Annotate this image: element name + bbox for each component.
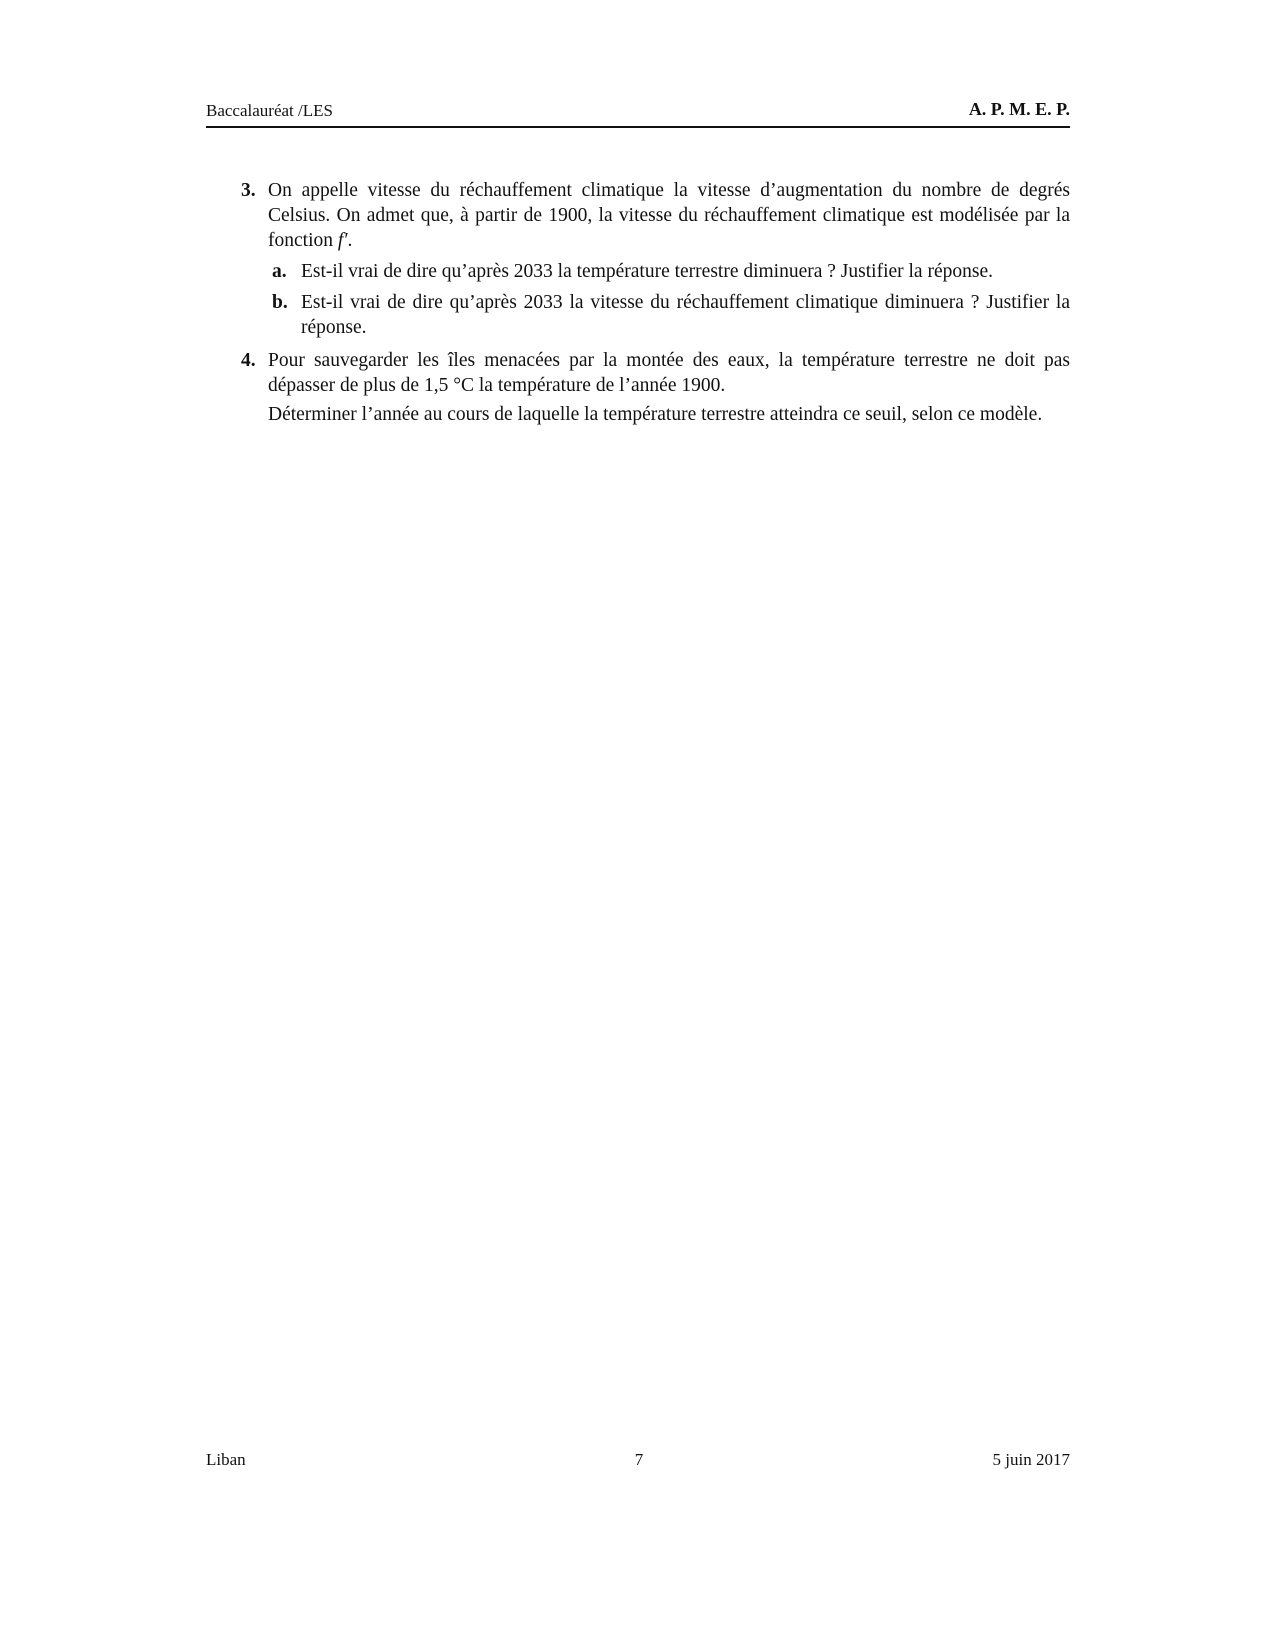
question-number: 4. <box>241 350 256 371</box>
question-instruction: Déterminer l’année au cours de laquelle la température terrestre atteindra ce seuil, selon ce modèle. <box>268 404 1043 425</box>
question-4 <box>232 348 1070 427</box>
header-organization: A. P. M. E. P. <box>968 99 1070 119</box>
question-3 <box>232 178 1070 340</box>
footer-date: 5 juin 2017 <box>992 1450 1070 1469</box>
footer-location: Liban <box>206 1450 246 1469</box>
math-expression: f′ <box>337 230 348 251</box>
sub-question-label: b. <box>272 292 288 313</box>
sub-question-text: Est-il vrai de dire qu’après 2033 la température terrestre diminuera ? Justifier la réponse. <box>301 261 993 282</box>
question-number: 3. <box>241 180 256 201</box>
sub-question-b <box>268 290 1070 340</box>
sub-question-label: a. <box>272 261 287 282</box>
sub-question-text: Est-il vrai de dire qu’après 2033 la vitesse du réchauffement climatique diminuera ? Justifier la réponse. <box>301 292 1070 338</box>
question-text: Pour sauvegarder les îles menacées par la montée des eaux, la température terrestre ne doit pas dépasser de plus de 1,5 °C la température de l’année 1900. <box>268 350 1070 396</box>
question-text: On appelle vitesse du réchauffement climatique la vitesse d’augmentation du nombre de degrés Celsius. On admet que, à partir de 1900, la vitesse du réchauffement climatique est modélisée par la fonction <box>268 180 1070 251</box>
header-exam-title: Baccalauréat /LES <box>206 101 333 120</box>
sub-question-a <box>268 259 1070 284</box>
exercise-content <box>232 178 1070 435</box>
page-number: 7 <box>634 1450 644 1469</box>
page-header <box>206 98 1070 128</box>
question-text-end: . <box>347 230 353 251</box>
